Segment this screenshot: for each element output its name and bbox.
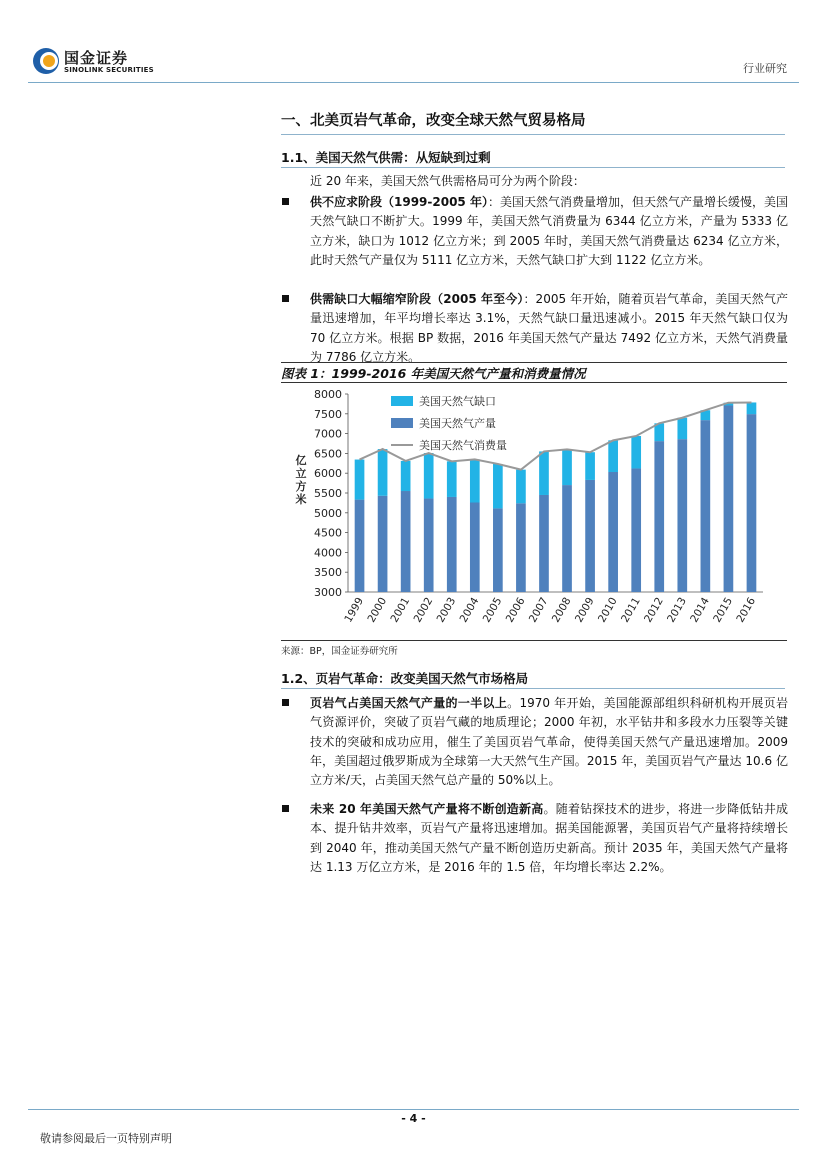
bullet-body: 。1970 年开始，美国能源部组织科研机构开展页岩气资源评价，突破了页岩气藏的地质理论；2000 年初，水平钻井和多段水力压裂等关键技术的突破和成功应用，催生了美国页岩气革命，使得美国天然气产量迅速增加。2009 年，美国超过俄罗斯成为全球第一大天然气生产国。2015 年，美国页岩气产量达 10.6 亿立方米/天，占美国天然气总产量的 50%以上。 xyxy=(310,696,788,788)
bar-gap xyxy=(516,470,526,504)
figure-source: 来源：BP，国金证券研究所 xyxy=(281,646,398,657)
y-tick-label: 8000 xyxy=(314,388,342,401)
bar-gap xyxy=(631,436,641,468)
y-tick-label: 7000 xyxy=(314,427,342,441)
report-category: 行业研究 xyxy=(743,62,787,75)
chart-line xyxy=(360,402,752,469)
x-tick-label: 2014 xyxy=(688,595,712,625)
bullet-item-future-outlook xyxy=(282,800,788,877)
y-tick-label: 4500 xyxy=(314,526,342,540)
figure-bottom-rule xyxy=(281,640,787,641)
bar-gap xyxy=(424,453,434,499)
bar-production xyxy=(724,405,734,592)
x-tick-label: 2009 xyxy=(572,595,597,625)
disclaimer-note: 敬请参阅最后一页特别声明 xyxy=(40,1132,172,1145)
x-tick-label: 2005 xyxy=(480,595,505,625)
bar-gap xyxy=(493,464,503,508)
x-tick-label: 2010 xyxy=(595,595,620,625)
x-tick-label: 2001 xyxy=(388,595,413,625)
y-axis-label-char: 立 xyxy=(295,467,307,480)
bar-production xyxy=(677,439,687,592)
bar-gap xyxy=(401,461,411,491)
chart-legend xyxy=(391,394,507,452)
x-tick-label: 2004 xyxy=(457,595,482,625)
bullet-item-supply-shortage xyxy=(282,193,788,270)
bar-production xyxy=(539,495,549,592)
bar-production xyxy=(447,497,457,592)
section-title-divider xyxy=(281,134,785,135)
subsection-title-2: 1.2、页岩气革命：改变美国天然气市场格局 xyxy=(281,671,529,686)
legend-label: 美国天然气消费量 xyxy=(419,439,507,452)
y-tick-label: 3000 xyxy=(314,586,342,599)
x-tick-label: 2012 xyxy=(642,595,666,625)
y-tick-label: 6000 xyxy=(314,467,342,481)
bullet-body: 。随着钻探技术的进步，将进一步降低钻井成本、提升钻井效率，页岩气产量将迅速增加。据美国能源署，美国页岩气产量将持续增长到 2040 年，推动美国天然气产量不断创造历史新高。预计 2035 年，美国天然气产量将达 1.13 万亿立方米，是 2016 年的 1.5 倍，年均增长率达 2.2%。 xyxy=(310,802,788,874)
intro-paragraph: 近 20 年来，美国天然气供需格局可分为两个阶段： xyxy=(310,174,585,188)
legend-swatch xyxy=(391,396,413,406)
footer-divider xyxy=(28,1109,799,1110)
bar-production xyxy=(424,499,434,592)
x-tick-label: 2006 xyxy=(503,595,528,625)
bar-gap xyxy=(677,418,687,439)
x-tick-label: 2007 xyxy=(526,595,551,625)
bar-gap xyxy=(608,440,618,472)
bar-gap xyxy=(378,449,388,496)
bar-gap xyxy=(539,451,549,495)
bullet-square-icon xyxy=(282,198,289,205)
bar-production xyxy=(355,500,365,592)
y-axis-label-char: 米 xyxy=(295,493,307,506)
x-tick-label: 2008 xyxy=(549,595,574,625)
legend-label: 美国天然气缺口 xyxy=(419,395,496,408)
subsection-title-1: 1.1、美国天然气供需：从短缺到过剩 xyxy=(281,150,491,165)
y-tick-label: 5000 xyxy=(314,506,342,520)
x-tick-label: 1999 xyxy=(342,595,367,625)
x-tick-label: 2016 xyxy=(734,595,759,625)
bar-gap xyxy=(562,449,572,485)
bar-gap xyxy=(747,402,757,414)
bar-production xyxy=(585,480,595,592)
bar-gap xyxy=(355,460,365,500)
bullet-heading: 页岩气占美国天然气产量的一半以上 xyxy=(310,696,508,710)
x-tick-label: 2000 xyxy=(365,595,390,625)
bar-gap xyxy=(585,452,595,480)
bar-gap xyxy=(470,459,480,502)
logo-icon xyxy=(32,47,60,75)
logo-text-cn: 国金证券 xyxy=(64,49,129,67)
section-title: 一、北美页岩气革命，改变全球天然气贸易格局 xyxy=(281,113,586,129)
bar-production xyxy=(631,468,641,592)
figure-top-rule xyxy=(281,362,787,363)
x-tick-label: 2015 xyxy=(711,595,736,625)
bullet-item-gap-narrowing xyxy=(282,290,788,367)
chart-bars xyxy=(355,402,757,592)
bar-production xyxy=(378,496,388,592)
bar-production xyxy=(516,503,526,592)
gas-production-consumption-chart xyxy=(281,382,787,642)
bullet-item-shale-share xyxy=(282,694,788,790)
legend-swatch xyxy=(391,418,413,428)
bar-production xyxy=(654,441,664,592)
bar-production xyxy=(562,485,572,592)
bar-production xyxy=(747,414,757,592)
line-consumption xyxy=(360,402,752,469)
y-tick-label: 3500 xyxy=(314,566,342,580)
y-axis-label-char: 亿 xyxy=(295,454,307,467)
bullet-heading: 未来 20 年美国天然气产量将不断创造新高 xyxy=(310,802,544,816)
bar-production xyxy=(493,508,503,592)
bullet-body: ：2005 年开始，随着页岩气革命，美国天然气产量迅速增加，年平均增长率达 3.1%，天然气缺口量迅速减小。2015 年天然气缺口仅为 70 亿立方米。根据 BP 数据，2016 年美国天然气产量达 7492 亿立方米，天然气消费量为 7786 亿立方米。 xyxy=(310,292,788,364)
y-tick-label: 6500 xyxy=(314,447,342,461)
figure-title: 图表 1：1999-2016 年美国天然气产量和消费量情况 xyxy=(281,366,586,381)
legend-label: 美国天然气产量 xyxy=(419,417,496,430)
bullet-square-icon xyxy=(282,699,289,706)
y-tick-label: 7500 xyxy=(314,407,342,421)
subsection-divider-2 xyxy=(281,688,785,689)
bullet-body: ：美国天然气消费量增加，但天然气产量增长缓慢，美国天然气缺口不断扩大。1999 年，美国天然气消费量为 6344 亿立方米，产量为 5333 亿立方米，缺口为 1012 亿立方米；到 2005 年时，美国天然气消费量达 6234 亿立方米，此时天然气产量仅为 5111 亿立方米，天然气缺口扩大到 1122 亿立方米。 xyxy=(310,195,788,267)
bar-production xyxy=(608,472,618,592)
bar-production xyxy=(470,503,480,592)
chart-axes xyxy=(295,388,764,625)
y-tick-label: 5500 xyxy=(314,487,342,500)
bullet-heading: 供不应求阶段（1999-2005 年） xyxy=(310,195,488,209)
logo-text-en: SINOLINK SECURITIES xyxy=(64,66,154,74)
y-tick-label: 4000 xyxy=(314,546,342,560)
header-divider xyxy=(28,82,799,83)
bar-gap xyxy=(447,461,457,497)
y-axis-label-char: 方 xyxy=(295,480,307,493)
x-tick-label: 2002 xyxy=(411,595,436,625)
bullet-square-icon xyxy=(282,805,289,812)
bar-production xyxy=(401,491,411,592)
x-tick-label: 2003 xyxy=(434,595,459,625)
page-number: - 4 - xyxy=(401,1112,426,1125)
bar-production xyxy=(701,420,711,592)
bullet-square-icon xyxy=(282,295,289,302)
bullet-heading: 供需缺口大幅缩窄阶段（2005 年至今） xyxy=(310,292,524,306)
subsection-divider-1 xyxy=(281,167,785,168)
x-tick-label: 2011 xyxy=(619,595,643,625)
x-tick-label: 2013 xyxy=(665,595,689,625)
